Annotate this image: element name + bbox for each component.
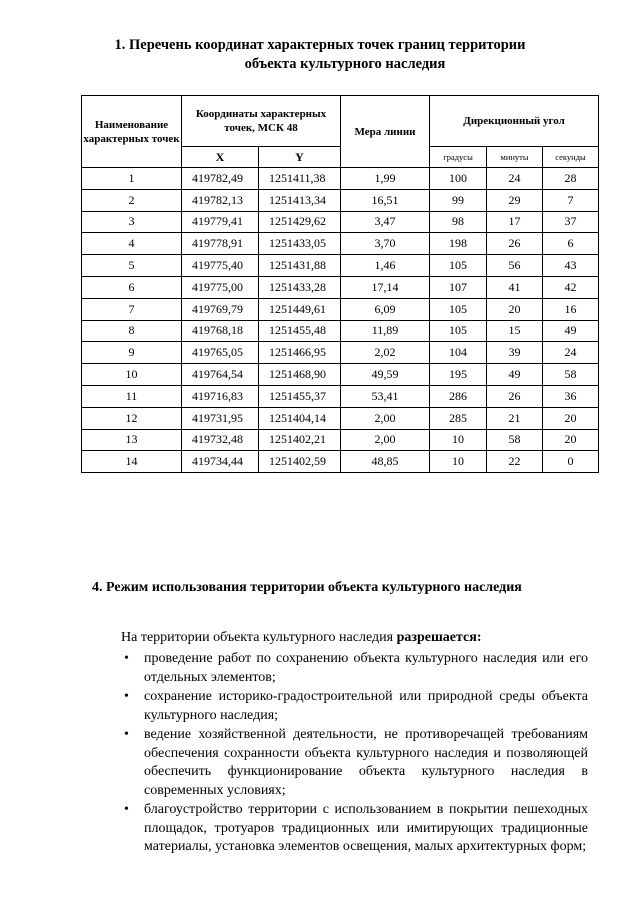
angle-minutes-cell: 26	[487, 385, 543, 407]
line-measure-cell: 2,02	[341, 342, 430, 364]
bullet-icon: •	[124, 727, 129, 742]
section1-title-line2: объекта культурного наследия	[244, 56, 446, 72]
angle-minutes-cell: 22	[487, 451, 543, 473]
section4-intro	[121, 630, 482, 646]
header-direction-angle: Дирекционный угол	[430, 96, 599, 147]
header-seconds: секунды	[543, 147, 599, 168]
table-row	[82, 364, 599, 386]
line-measure-cell: 1,99	[341, 168, 430, 190]
coord-x-cell: 419732,48	[182, 429, 259, 451]
list-item-text: ведение хозяйственной деятельности, не противоречащей требованиям обеспечения сохранности объекта культурного наследия и позволяющей обеспечить функционирование объекта культурного наследия в современных условиях;	[144, 727, 588, 798]
coordinates-table	[81, 95, 599, 473]
angle-minutes-cell: 41	[487, 276, 543, 298]
point-number-cell: 2	[82, 189, 182, 211]
angle-degrees-cell: 286	[430, 385, 487, 407]
table-row	[82, 342, 599, 364]
angle-seconds-cell: 43	[543, 255, 599, 277]
line-measure-cell: 2,00	[341, 407, 430, 429]
angle-degrees-cell: 104	[430, 342, 487, 364]
line-measure-cell: 2,00	[341, 429, 430, 451]
list-item	[122, 688, 588, 725]
bullet-icon: •	[124, 802, 129, 817]
angle-degrees-cell: 105	[430, 255, 487, 277]
angle-seconds-cell: 0	[543, 451, 599, 473]
point-number-cell: 14	[82, 451, 182, 473]
angle-seconds-cell: 49	[543, 320, 599, 342]
coord-x-cell: 419768,18	[182, 320, 259, 342]
table-row	[82, 429, 599, 451]
point-number-cell: 9	[82, 342, 182, 364]
section4-title: 4. Режим использования территории объекта культурного наследия	[92, 580, 522, 595]
coord-y-cell: 1251431,88	[259, 255, 341, 277]
angle-seconds-cell: 6	[543, 233, 599, 255]
angle-minutes-cell: 15	[487, 320, 543, 342]
header-degrees: градусы	[430, 147, 487, 168]
bullet-icon: •	[124, 689, 129, 704]
angle-degrees-cell: 10	[430, 451, 487, 473]
header-coordinates: Координаты характерных точек, МСК 48	[182, 96, 341, 147]
angle-minutes-cell: 20	[487, 298, 543, 320]
point-number-cell: 8	[82, 320, 182, 342]
coord-y-cell: 1251468,90	[259, 364, 341, 386]
coord-x-cell: 419782,49	[182, 168, 259, 190]
angle-seconds-cell: 42	[543, 276, 599, 298]
angle-degrees-cell: 285	[430, 407, 487, 429]
permitted-activities-list	[122, 650, 588, 858]
point-number-cell: 10	[82, 364, 182, 386]
coord-y-cell: 1251411,38	[259, 168, 341, 190]
bullet-icon: •	[124, 651, 129, 666]
header-line-measure: Мера линии	[341, 96, 430, 168]
coord-x-cell: 419716,83	[182, 385, 259, 407]
table-row	[82, 189, 599, 211]
header-minutes: минуты	[487, 147, 543, 168]
line-measure-cell: 16,51	[341, 189, 430, 211]
list-item-text: проведение работ по сохранению объекта культурного наследия или его отдельных элементов;	[144, 651, 588, 685]
point-number-cell: 6	[82, 276, 182, 298]
line-measure-cell: 1,46	[341, 255, 430, 277]
angle-seconds-cell: 28	[543, 168, 599, 190]
intro-bold-text: разрешается:	[396, 630, 482, 645]
point-number-cell: 12	[82, 407, 182, 429]
coord-y-cell: 1251466,95	[259, 342, 341, 364]
table-row	[82, 320, 599, 342]
line-measure-cell: 48,85	[341, 451, 430, 473]
angle-degrees-cell: 98	[430, 211, 487, 233]
angle-minutes-cell: 58	[487, 429, 543, 451]
angle-seconds-cell: 36	[543, 385, 599, 407]
angle-degrees-cell: 105	[430, 320, 487, 342]
angle-seconds-cell: 20	[543, 429, 599, 451]
line-measure-cell: 3,47	[341, 211, 430, 233]
coord-x-cell: 419734,44	[182, 451, 259, 473]
coord-y-cell: 1251404,14	[259, 407, 341, 429]
angle-minutes-cell: 26	[487, 233, 543, 255]
angle-minutes-cell: 17	[487, 211, 543, 233]
angle-degrees-cell: 195	[430, 364, 487, 386]
list-item	[122, 650, 588, 687]
line-measure-cell: 11,89	[341, 320, 430, 342]
line-measure-cell: 49,59	[341, 364, 430, 386]
coord-x-cell: 419765,05	[182, 342, 259, 364]
table-row	[82, 407, 599, 429]
point-number-cell: 5	[82, 255, 182, 277]
coord-y-cell: 1251413,34	[259, 189, 341, 211]
coord-x-cell: 419778,91	[182, 233, 259, 255]
coord-x-cell: 419769,79	[182, 298, 259, 320]
angle-minutes-cell: 39	[487, 342, 543, 364]
angle-degrees-cell: 100	[430, 168, 487, 190]
line-measure-cell: 53,41	[341, 385, 430, 407]
table-row	[82, 385, 599, 407]
coord-y-cell: 1251433,05	[259, 233, 341, 255]
coord-x-cell: 419731,95	[182, 407, 259, 429]
angle-seconds-cell: 58	[543, 364, 599, 386]
table-row	[82, 255, 599, 277]
line-measure-cell: 3,70	[341, 233, 430, 255]
angle-degrees-cell: 198	[430, 233, 487, 255]
coord-x-cell: 419775,40	[182, 255, 259, 277]
angle-degrees-cell: 99	[430, 189, 487, 211]
angle-minutes-cell: 49	[487, 364, 543, 386]
table-row	[82, 298, 599, 320]
table-row	[82, 233, 599, 255]
coord-y-cell: 1251402,59	[259, 451, 341, 473]
table-row	[82, 211, 599, 233]
table-row	[82, 451, 599, 473]
coord-x-cell: 419779,41	[182, 211, 259, 233]
angle-degrees-cell: 105	[430, 298, 487, 320]
coord-y-cell: 1251449,61	[259, 298, 341, 320]
list-item	[122, 726, 588, 800]
point-number-cell: 7	[82, 298, 182, 320]
coord-x-cell: 419775,00	[182, 276, 259, 298]
angle-seconds-cell: 20	[543, 407, 599, 429]
list-item-text: благоустройство территории с использованием в покрытии пешеходных площадок, тротуаров традиционных или имитирующих традиционные материалы, установка элементов освещения, малых архитектурных форм;	[144, 802, 588, 854]
coord-x-cell: 419782,13	[182, 189, 259, 211]
list-item-text: сохранение историко-градостроительной или природной среды объекта культурного наследия;	[144, 689, 588, 723]
header-point-name: Наименование характерных точек	[82, 96, 182, 168]
section1-title	[0, 36, 640, 74]
point-number-cell: 4	[82, 233, 182, 255]
angle-seconds-cell: 24	[543, 342, 599, 364]
intro-text: На территории объекта культурного наследия	[121, 630, 397, 645]
point-number-cell: 3	[82, 211, 182, 233]
angle-seconds-cell: 7	[543, 189, 599, 211]
angle-minutes-cell: 29	[487, 189, 543, 211]
coord-y-cell: 1251433,28	[259, 276, 341, 298]
header-y: Y	[259, 147, 341, 168]
angle-minutes-cell: 56	[487, 255, 543, 277]
section1-title-line1: 1. Перечень координат характерных точек границ территории	[114, 37, 526, 53]
coord-y-cell: 1251455,48	[259, 320, 341, 342]
line-measure-cell: 17,14	[341, 276, 430, 298]
table-row	[82, 168, 599, 190]
angle-seconds-cell: 37	[543, 211, 599, 233]
coord-x-cell: 419764,54	[182, 364, 259, 386]
angle-seconds-cell: 16	[543, 298, 599, 320]
list-item	[122, 801, 588, 857]
table-row	[82, 276, 599, 298]
line-measure-cell: 6,09	[341, 298, 430, 320]
point-number-cell: 1	[82, 168, 182, 190]
coord-y-cell: 1251429,62	[259, 211, 341, 233]
point-number-cell: 11	[82, 385, 182, 407]
angle-degrees-cell: 10	[430, 429, 487, 451]
coord-y-cell: 1251402,21	[259, 429, 341, 451]
point-number-cell: 13	[82, 429, 182, 451]
angle-minutes-cell: 21	[487, 407, 543, 429]
angle-degrees-cell: 107	[430, 276, 487, 298]
coord-y-cell: 1251455,37	[259, 385, 341, 407]
header-x: X	[182, 147, 259, 168]
angle-minutes-cell: 24	[487, 168, 543, 190]
